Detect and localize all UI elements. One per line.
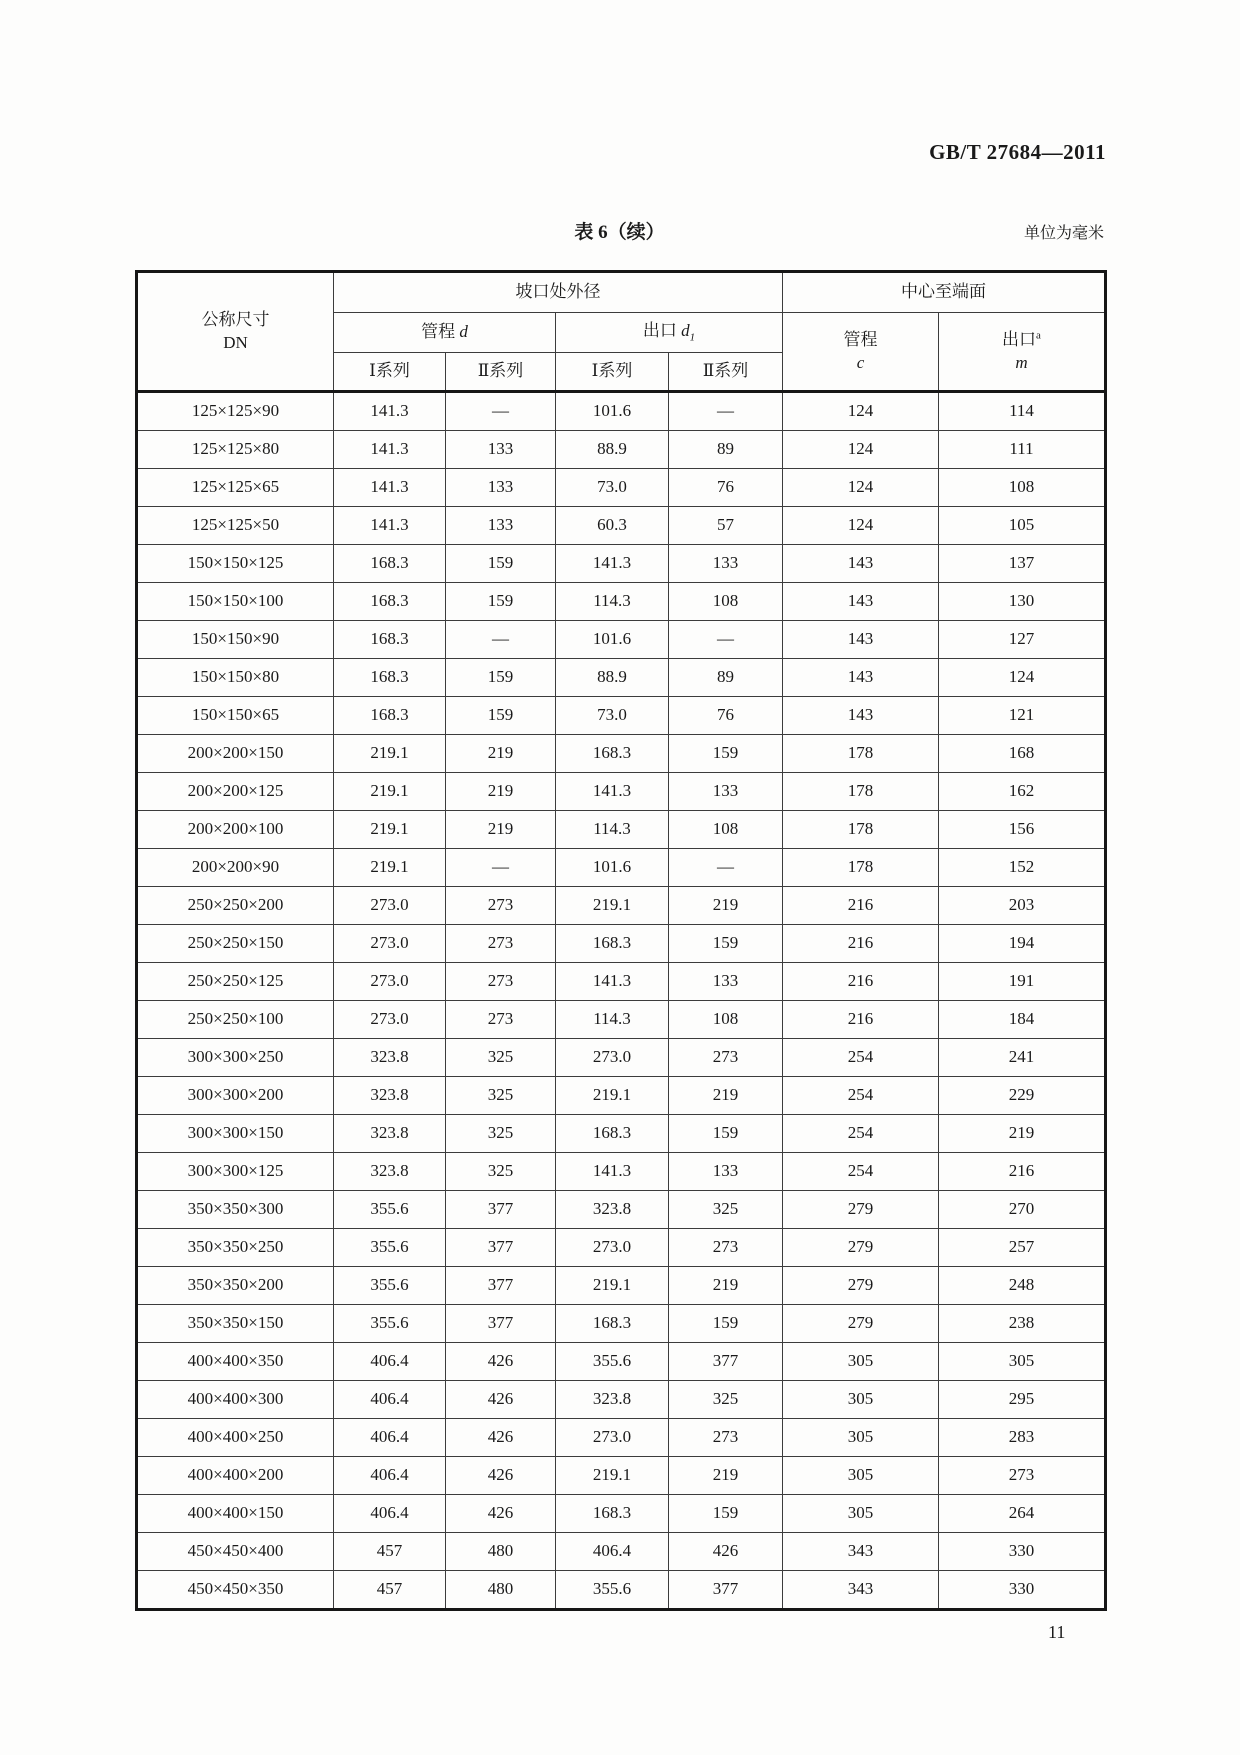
- value-cell: 480: [446, 1533, 556, 1571]
- value-cell: 184: [939, 1001, 1106, 1039]
- table-title: 表 6（续）: [574, 222, 665, 243]
- value-cell: 133: [669, 773, 783, 811]
- table-row: [137, 735, 1106, 773]
- dn-cell: 250×250×100: [137, 1001, 334, 1039]
- value-cell: 216: [939, 1153, 1106, 1191]
- value-cell: 168: [939, 735, 1106, 773]
- value-cell: 273: [446, 925, 556, 963]
- value-cell: 141.3: [334, 507, 446, 545]
- value-cell: 143: [783, 659, 939, 697]
- value-cell: 159: [446, 583, 556, 621]
- table-row: [137, 1229, 1106, 1267]
- table-row: [137, 1267, 1106, 1305]
- value-cell: 219: [446, 811, 556, 849]
- value-cell: 159: [446, 659, 556, 697]
- value-cell: 355.6: [556, 1343, 669, 1381]
- value-cell: 194: [939, 925, 1106, 963]
- value-cell: 133: [669, 963, 783, 1001]
- value-cell: 426: [446, 1419, 556, 1457]
- value-cell: 273: [446, 887, 556, 925]
- value-cell: 323.8: [334, 1077, 446, 1115]
- value-cell: 377: [446, 1229, 556, 1267]
- dn-cell: 400×400×250: [137, 1419, 334, 1457]
- value-cell: —: [446, 392, 556, 431]
- table-row: [137, 773, 1106, 811]
- value-cell: —: [669, 392, 783, 431]
- value-cell: 127: [939, 621, 1106, 659]
- table-row: [137, 1533, 1106, 1571]
- value-cell: 426: [446, 1495, 556, 1533]
- dn-cell: 150×150×80: [137, 659, 334, 697]
- value-cell: 216: [783, 1001, 939, 1039]
- dn-cell: 300×300×150: [137, 1115, 334, 1153]
- value-cell: 305: [783, 1457, 939, 1495]
- table-row: [137, 392, 1106, 431]
- dn-cell: 150×150×100: [137, 583, 334, 621]
- value-cell: 254: [783, 1077, 939, 1115]
- value-cell: 133: [446, 507, 556, 545]
- value-cell: 377: [669, 1343, 783, 1381]
- value-cell: 355.6: [334, 1267, 446, 1305]
- value-cell: 406.4: [334, 1381, 446, 1419]
- value-cell: 141.3: [556, 545, 669, 583]
- header-series1-outlet: Ⅰ系列: [556, 353, 669, 392]
- table-row: [137, 469, 1106, 507]
- value-cell: 273.0: [556, 1229, 669, 1267]
- dn-cell: 400×400×350: [137, 1343, 334, 1381]
- value-cell: 105: [939, 507, 1106, 545]
- value-cell: 305: [783, 1381, 939, 1419]
- dn-cell: 450×450×350: [137, 1571, 334, 1610]
- table-row: [137, 963, 1106, 1001]
- value-cell: 133: [446, 431, 556, 469]
- value-cell: 283: [939, 1419, 1106, 1457]
- value-cell: 108: [939, 469, 1106, 507]
- dn-cell: 300×300×250: [137, 1039, 334, 1077]
- header-outlet-d1: 出口 $d_1$: [556, 313, 783, 353]
- value-cell: 143: [783, 583, 939, 621]
- value-cell: 143: [783, 697, 939, 735]
- dn-cell: 250×250×150: [137, 925, 334, 963]
- header-series2-run: Ⅱ系列: [446, 353, 556, 392]
- value-cell: 178: [783, 811, 939, 849]
- value-cell: 273.0: [556, 1419, 669, 1457]
- value-cell: 111: [939, 431, 1106, 469]
- value-cell: 124: [783, 469, 939, 507]
- value-cell: 355.6: [334, 1229, 446, 1267]
- table-row: [137, 849, 1106, 887]
- value-cell: 76: [669, 469, 783, 507]
- standard-number: GB/T 27684—2011: [929, 140, 1106, 164]
- value-cell: 168.3: [334, 697, 446, 735]
- value-cell: 426: [446, 1381, 556, 1419]
- header-bevel-od-group: 坡口处外径: [334, 272, 783, 313]
- value-cell: 325: [446, 1153, 556, 1191]
- value-cell: 273: [446, 1001, 556, 1039]
- symbol-d: d: [459, 322, 468, 342]
- table-row: [137, 1153, 1106, 1191]
- value-cell: 89: [669, 659, 783, 697]
- value-cell: 216: [783, 887, 939, 925]
- value-cell: 178: [783, 735, 939, 773]
- dn-cell: 125×125×50: [137, 507, 334, 545]
- value-cell: —: [669, 621, 783, 659]
- value-cell: 248: [939, 1267, 1106, 1305]
- value-cell: 457: [334, 1533, 446, 1571]
- value-cell: 57: [669, 507, 783, 545]
- symbol-d1: $d_1$: [681, 321, 696, 344]
- value-cell: 343: [783, 1533, 939, 1571]
- symbol-c: c: [856, 352, 865, 372]
- value-cell: 73.0: [556, 469, 669, 507]
- table-row: [137, 1419, 1106, 1457]
- value-cell: 130: [939, 583, 1106, 621]
- value-cell: 159: [446, 545, 556, 583]
- dn-cell: 400×400×150: [137, 1495, 334, 1533]
- value-cell: 203: [939, 887, 1106, 925]
- value-cell: 279: [783, 1191, 939, 1229]
- value-cell: 108: [669, 583, 783, 621]
- value-cell: 377: [446, 1305, 556, 1343]
- dn-cell: 450×450×400: [137, 1533, 334, 1571]
- table-row: [137, 1039, 1106, 1077]
- value-cell: 273.0: [334, 925, 446, 963]
- value-cell: 114: [939, 392, 1106, 431]
- value-cell: 88.9: [556, 431, 669, 469]
- dn-cell: 350×350×200: [137, 1267, 334, 1305]
- value-cell: 133: [669, 545, 783, 583]
- value-cell: 355.6: [556, 1571, 669, 1610]
- dn-cell: 150×150×125: [137, 545, 334, 583]
- value-cell: 406.4: [556, 1533, 669, 1571]
- value-cell: 270: [939, 1191, 1106, 1229]
- value-cell: 264: [939, 1495, 1106, 1533]
- dn-cell: 300×300×125: [137, 1153, 334, 1191]
- value-cell: 178: [783, 849, 939, 887]
- value-cell: 124: [783, 507, 939, 545]
- dn-cell: 150×150×90: [137, 621, 334, 659]
- value-cell: 406.4: [334, 1419, 446, 1457]
- value-cell: 229: [939, 1077, 1106, 1115]
- unit-note: 单位为毫米: [1023, 225, 1104, 242]
- value-cell: 168.3: [334, 659, 446, 697]
- value-cell: 480: [446, 1571, 556, 1610]
- value-cell: 178: [783, 773, 939, 811]
- dn-cell: 125×125×90: [137, 392, 334, 431]
- value-cell: 159: [669, 1495, 783, 1533]
- table-row: [137, 431, 1106, 469]
- value-cell: 295: [939, 1381, 1106, 1419]
- value-cell: 219.1: [556, 1457, 669, 1495]
- value-cell: 219: [669, 1457, 783, 1495]
- value-cell: —: [446, 621, 556, 659]
- dn-cell: 200×200×150: [137, 735, 334, 773]
- value-cell: 219.1: [556, 1077, 669, 1115]
- value-cell: 325: [446, 1039, 556, 1077]
- header-run-d: 管程 d: [334, 313, 556, 353]
- footnote-marker: a: [1036, 329, 1041, 342]
- value-cell: 114.3: [556, 811, 669, 849]
- value-cell: 168.3: [556, 735, 669, 773]
- value-cell: 241: [939, 1039, 1106, 1077]
- header-series1-run: Ⅰ系列: [334, 353, 446, 392]
- value-cell: 257: [939, 1229, 1106, 1267]
- value-cell: 325: [446, 1077, 556, 1115]
- value-cell: 168.3: [334, 583, 446, 621]
- value-cell: —: [669, 849, 783, 887]
- value-cell: 323.8: [334, 1115, 446, 1153]
- value-cell: 124: [783, 392, 939, 431]
- value-cell: 219: [669, 1267, 783, 1305]
- value-cell: 141.3: [334, 431, 446, 469]
- table-header: [137, 272, 1106, 392]
- value-cell: 124: [783, 431, 939, 469]
- value-cell: 406.4: [334, 1343, 446, 1381]
- dn-cell: 200×200×125: [137, 773, 334, 811]
- value-cell: 141.3: [556, 1153, 669, 1191]
- value-cell: 273.0: [334, 1001, 446, 1039]
- dn-cell: 200×200×90: [137, 849, 334, 887]
- value-cell: 114.3: [556, 583, 669, 621]
- value-cell: 426: [446, 1457, 556, 1495]
- value-cell: 168.3: [556, 1305, 669, 1343]
- value-cell: 426: [446, 1343, 556, 1381]
- value-cell: 191: [939, 963, 1106, 1001]
- value-cell: 159: [669, 1305, 783, 1343]
- table-row: [137, 1001, 1106, 1039]
- value-cell: —: [446, 849, 556, 887]
- value-cell: 273.0: [556, 1039, 669, 1077]
- header-center-to-end-group: 中心至端面: [783, 272, 1106, 313]
- value-cell: 152: [939, 849, 1106, 887]
- value-cell: 88.9: [556, 659, 669, 697]
- value-cell: 279: [783, 1267, 939, 1305]
- value-cell: 273: [669, 1039, 783, 1077]
- value-cell: 219.1: [334, 773, 446, 811]
- table-row: [137, 1305, 1106, 1343]
- value-cell: 323.8: [334, 1153, 446, 1191]
- value-cell: 156: [939, 811, 1106, 849]
- value-cell: 219: [446, 735, 556, 773]
- value-cell: 101.6: [556, 392, 669, 431]
- value-cell: 141.3: [556, 963, 669, 1001]
- table-body: [137, 392, 1106, 1610]
- value-cell: 216: [783, 963, 939, 1001]
- table-row: [137, 1191, 1106, 1229]
- value-cell: 325: [669, 1191, 783, 1229]
- value-cell: 159: [669, 735, 783, 773]
- value-cell: 377: [446, 1191, 556, 1229]
- value-cell: 168.3: [334, 621, 446, 659]
- table-row: [137, 659, 1106, 697]
- table-row: [137, 1571, 1106, 1610]
- header-series2-outlet: Ⅱ系列: [669, 353, 783, 392]
- value-cell: 89: [669, 431, 783, 469]
- value-cell: 168.3: [556, 1495, 669, 1533]
- symbol-m: m: [1015, 352, 1028, 372]
- table-row: [137, 1495, 1106, 1533]
- table-row: [137, 697, 1106, 735]
- value-cell: 330: [939, 1533, 1106, 1571]
- value-cell: 305: [783, 1495, 939, 1533]
- table-row: [137, 1077, 1106, 1115]
- value-cell: 124: [939, 659, 1106, 697]
- value-cell: 406.4: [334, 1495, 446, 1533]
- value-cell: 133: [669, 1153, 783, 1191]
- table-row: [137, 1457, 1106, 1495]
- value-cell: 219: [446, 773, 556, 811]
- dn-cell: 250×250×200: [137, 887, 334, 925]
- value-cell: 273: [669, 1229, 783, 1267]
- value-cell: 219.1: [334, 735, 446, 773]
- value-cell: 330: [939, 1571, 1106, 1610]
- value-cell: 254: [783, 1115, 939, 1153]
- table-row: [137, 507, 1106, 545]
- value-cell: 141.3: [334, 392, 446, 431]
- dn-cell: 350×350×150: [137, 1305, 334, 1343]
- dn-cell: 150×150×65: [137, 697, 334, 735]
- dn-cell: 125×125×80: [137, 431, 334, 469]
- value-cell: 273.0: [334, 887, 446, 925]
- value-cell: 355.6: [334, 1191, 446, 1229]
- value-cell: 143: [783, 545, 939, 583]
- value-cell: 219: [939, 1115, 1106, 1153]
- value-cell: 355.6: [334, 1305, 446, 1343]
- value-cell: 101.6: [556, 849, 669, 887]
- value-cell: 325: [446, 1115, 556, 1153]
- table-row: [137, 811, 1106, 849]
- value-cell: 238: [939, 1305, 1106, 1343]
- dn-cell: 400×400×200: [137, 1457, 334, 1495]
- nominal-size-symbol: DN: [223, 332, 248, 352]
- value-cell: 133: [446, 469, 556, 507]
- value-cell: 406.4: [334, 1457, 446, 1495]
- header-nominal-size: [137, 272, 334, 392]
- value-cell: 377: [446, 1267, 556, 1305]
- value-cell: 219.1: [334, 811, 446, 849]
- dn-cell: 350×350×300: [137, 1191, 334, 1229]
- value-cell: 323.8: [556, 1191, 669, 1229]
- value-cell: 219: [669, 887, 783, 925]
- value-cell: 273.0: [334, 963, 446, 1001]
- header-outlet-m: 出口$^a$ m: [939, 313, 1106, 392]
- dn-cell: 350×350×250: [137, 1229, 334, 1267]
- value-cell: 159: [669, 1115, 783, 1153]
- value-cell: 273: [446, 963, 556, 1001]
- value-cell: 159: [669, 925, 783, 963]
- value-cell: 168.3: [556, 925, 669, 963]
- value-cell: 219.1: [556, 887, 669, 925]
- value-cell: 305: [783, 1343, 939, 1381]
- value-cell: 141.3: [334, 469, 446, 507]
- value-cell: 279: [783, 1305, 939, 1343]
- value-cell: 114.3: [556, 1001, 669, 1039]
- dn-cell: 400×400×300: [137, 1381, 334, 1419]
- value-cell: 162: [939, 773, 1106, 811]
- value-cell: 305: [939, 1343, 1106, 1381]
- value-cell: 76: [669, 697, 783, 735]
- value-cell: 101.6: [556, 621, 669, 659]
- table-row: [137, 621, 1106, 659]
- dn-cell: 250×250×125: [137, 963, 334, 1001]
- table-row: [137, 545, 1106, 583]
- value-cell: 143: [783, 621, 939, 659]
- value-cell: 273: [669, 1419, 783, 1457]
- value-cell: 254: [783, 1153, 939, 1191]
- value-cell: 60.3: [556, 507, 669, 545]
- value-cell: 377: [669, 1571, 783, 1610]
- table-row: [137, 1381, 1106, 1419]
- value-cell: 216: [783, 925, 939, 963]
- value-cell: 323.8: [334, 1039, 446, 1077]
- value-cell: 323.8: [556, 1381, 669, 1419]
- value-cell: 73.0: [556, 697, 669, 735]
- nominal-size-label: 公称尺寸: [201, 310, 270, 330]
- value-cell: 254: [783, 1039, 939, 1077]
- value-cell: 343: [783, 1571, 939, 1610]
- value-cell: 325: [669, 1381, 783, 1419]
- dimension-table: [135, 270, 1107, 1611]
- value-cell: 305: [783, 1419, 939, 1457]
- dn-cell: 200×200×100: [137, 811, 334, 849]
- value-cell: 457: [334, 1571, 446, 1610]
- page-number: 11: [1048, 1622, 1066, 1642]
- value-cell: 219: [669, 1077, 783, 1115]
- table-row: [137, 887, 1106, 925]
- value-cell: 141.3: [556, 773, 669, 811]
- table-row: [137, 925, 1106, 963]
- value-cell: 168.3: [556, 1115, 669, 1153]
- dn-cell: 300×300×200: [137, 1077, 334, 1115]
- table-row: [137, 583, 1106, 621]
- value-cell: 168.3: [334, 545, 446, 583]
- table-row: [137, 1343, 1106, 1381]
- value-cell: 108: [669, 1001, 783, 1039]
- value-cell: 279: [783, 1229, 939, 1267]
- value-cell: 426: [669, 1533, 783, 1571]
- value-cell: 219.1: [334, 849, 446, 887]
- value-cell: 159: [446, 697, 556, 735]
- table-row: [137, 1115, 1106, 1153]
- value-cell: 121: [939, 697, 1106, 735]
- header-run-c: 管程 c: [783, 313, 939, 392]
- value-cell: 137: [939, 545, 1106, 583]
- value-cell: 108: [669, 811, 783, 849]
- value-cell: 273: [939, 1457, 1106, 1495]
- dn-cell: 125×125×65: [137, 469, 334, 507]
- value-cell: 219.1: [556, 1267, 669, 1305]
